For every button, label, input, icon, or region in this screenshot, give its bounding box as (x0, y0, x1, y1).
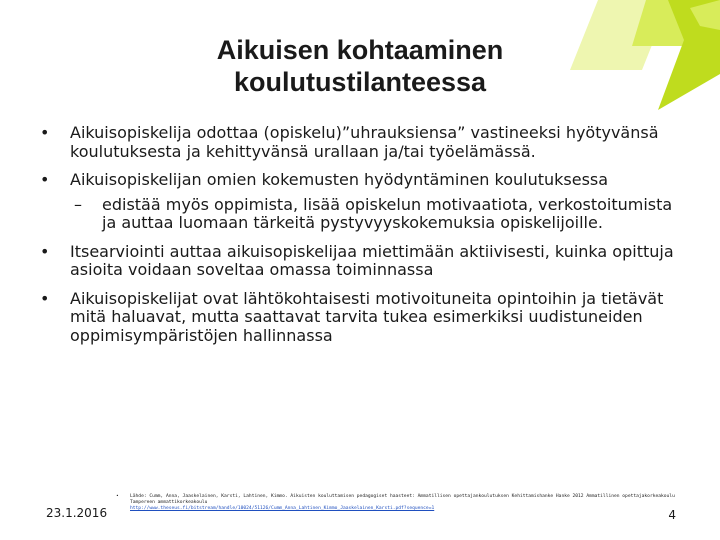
slide-title (100, 34, 620, 98)
source-link[interactable]: http://www.theseus.fi/bitstream/handle/10024/51126/Cumm_Anna_Lahtinen_Kimmo_Jaaskelainen_Karsti.pdf?sequence=1 (130, 506, 435, 511)
footer-source (116, 494, 676, 512)
bullet-mark: • (40, 288, 50, 308)
source-bullet-mark: • (116, 494, 119, 499)
bullet-item (36, 124, 686, 161)
sub-bullet-text: edistää myös oppimista, lisää opiskelun motivaatiota, verkostoitumista ja auttaa luomaan tärkeitä pystyvyyskokemuksia opiskelijoille. (102, 194, 673, 232)
bullet-item (36, 243, 686, 280)
bullet-item (36, 290, 686, 346)
bullet-mark: • (40, 123, 50, 142)
source-text: Lähde: Cumm, Anna, Jaaskelainen, Karsti, Lahtinen, Kimmo. Aikuisten kouluttamisen pedagogiset haasteet: Ammatillisen opettajankoulutuksen Kehittamishanke Hanke 2012 Ammatillinen opettajakorkeakoulu Tampereen ammattikorkeakoulu (130, 494, 675, 505)
bullet-item (36, 171, 686, 190)
bullet-text: Aikuisopiskelija odottaa (opiskelu)”uhrauksiensa” vastineeksi hyötyvänsä koulutuksesta ja kehittyvänsä urallaan ja/tai työelämässä. (70, 123, 659, 161)
slide-body (36, 124, 686, 355)
sub-bullet-mark: – (74, 194, 82, 214)
bullet-mark: • (40, 241, 50, 261)
slide-title-line-1: Aikuisen kohtaaminen (216, 35, 504, 65)
bullet-text: Aikuisopiskelijan omien kokemusten hyödyntäminen koulutuksessa (70, 170, 609, 189)
sub-bullet-item (36, 196, 686, 233)
page-number: 4 (668, 508, 676, 522)
footer-date: 23.1.2016 (46, 506, 108, 520)
bullet-text: Aikuisopiskelijat ovat lähtökohtaisesti motivoituneita opintoihin ja tietävät mitä haluavat, mutta saattavat tarvita tukea esimerkiksi uudistuneiden oppimisympäristöjen hallinnassa (70, 288, 664, 345)
bullet-mark: • (40, 170, 50, 189)
slide-title-line-2: koulutustilanteessa (233, 67, 487, 97)
bullet-text: Itsearviointi auttaa aikuisopiskelijaa miettimään aktiivisesti, kuinka opittuja asioita voidaan soveltaa omassa toiminnassa (70, 241, 674, 279)
